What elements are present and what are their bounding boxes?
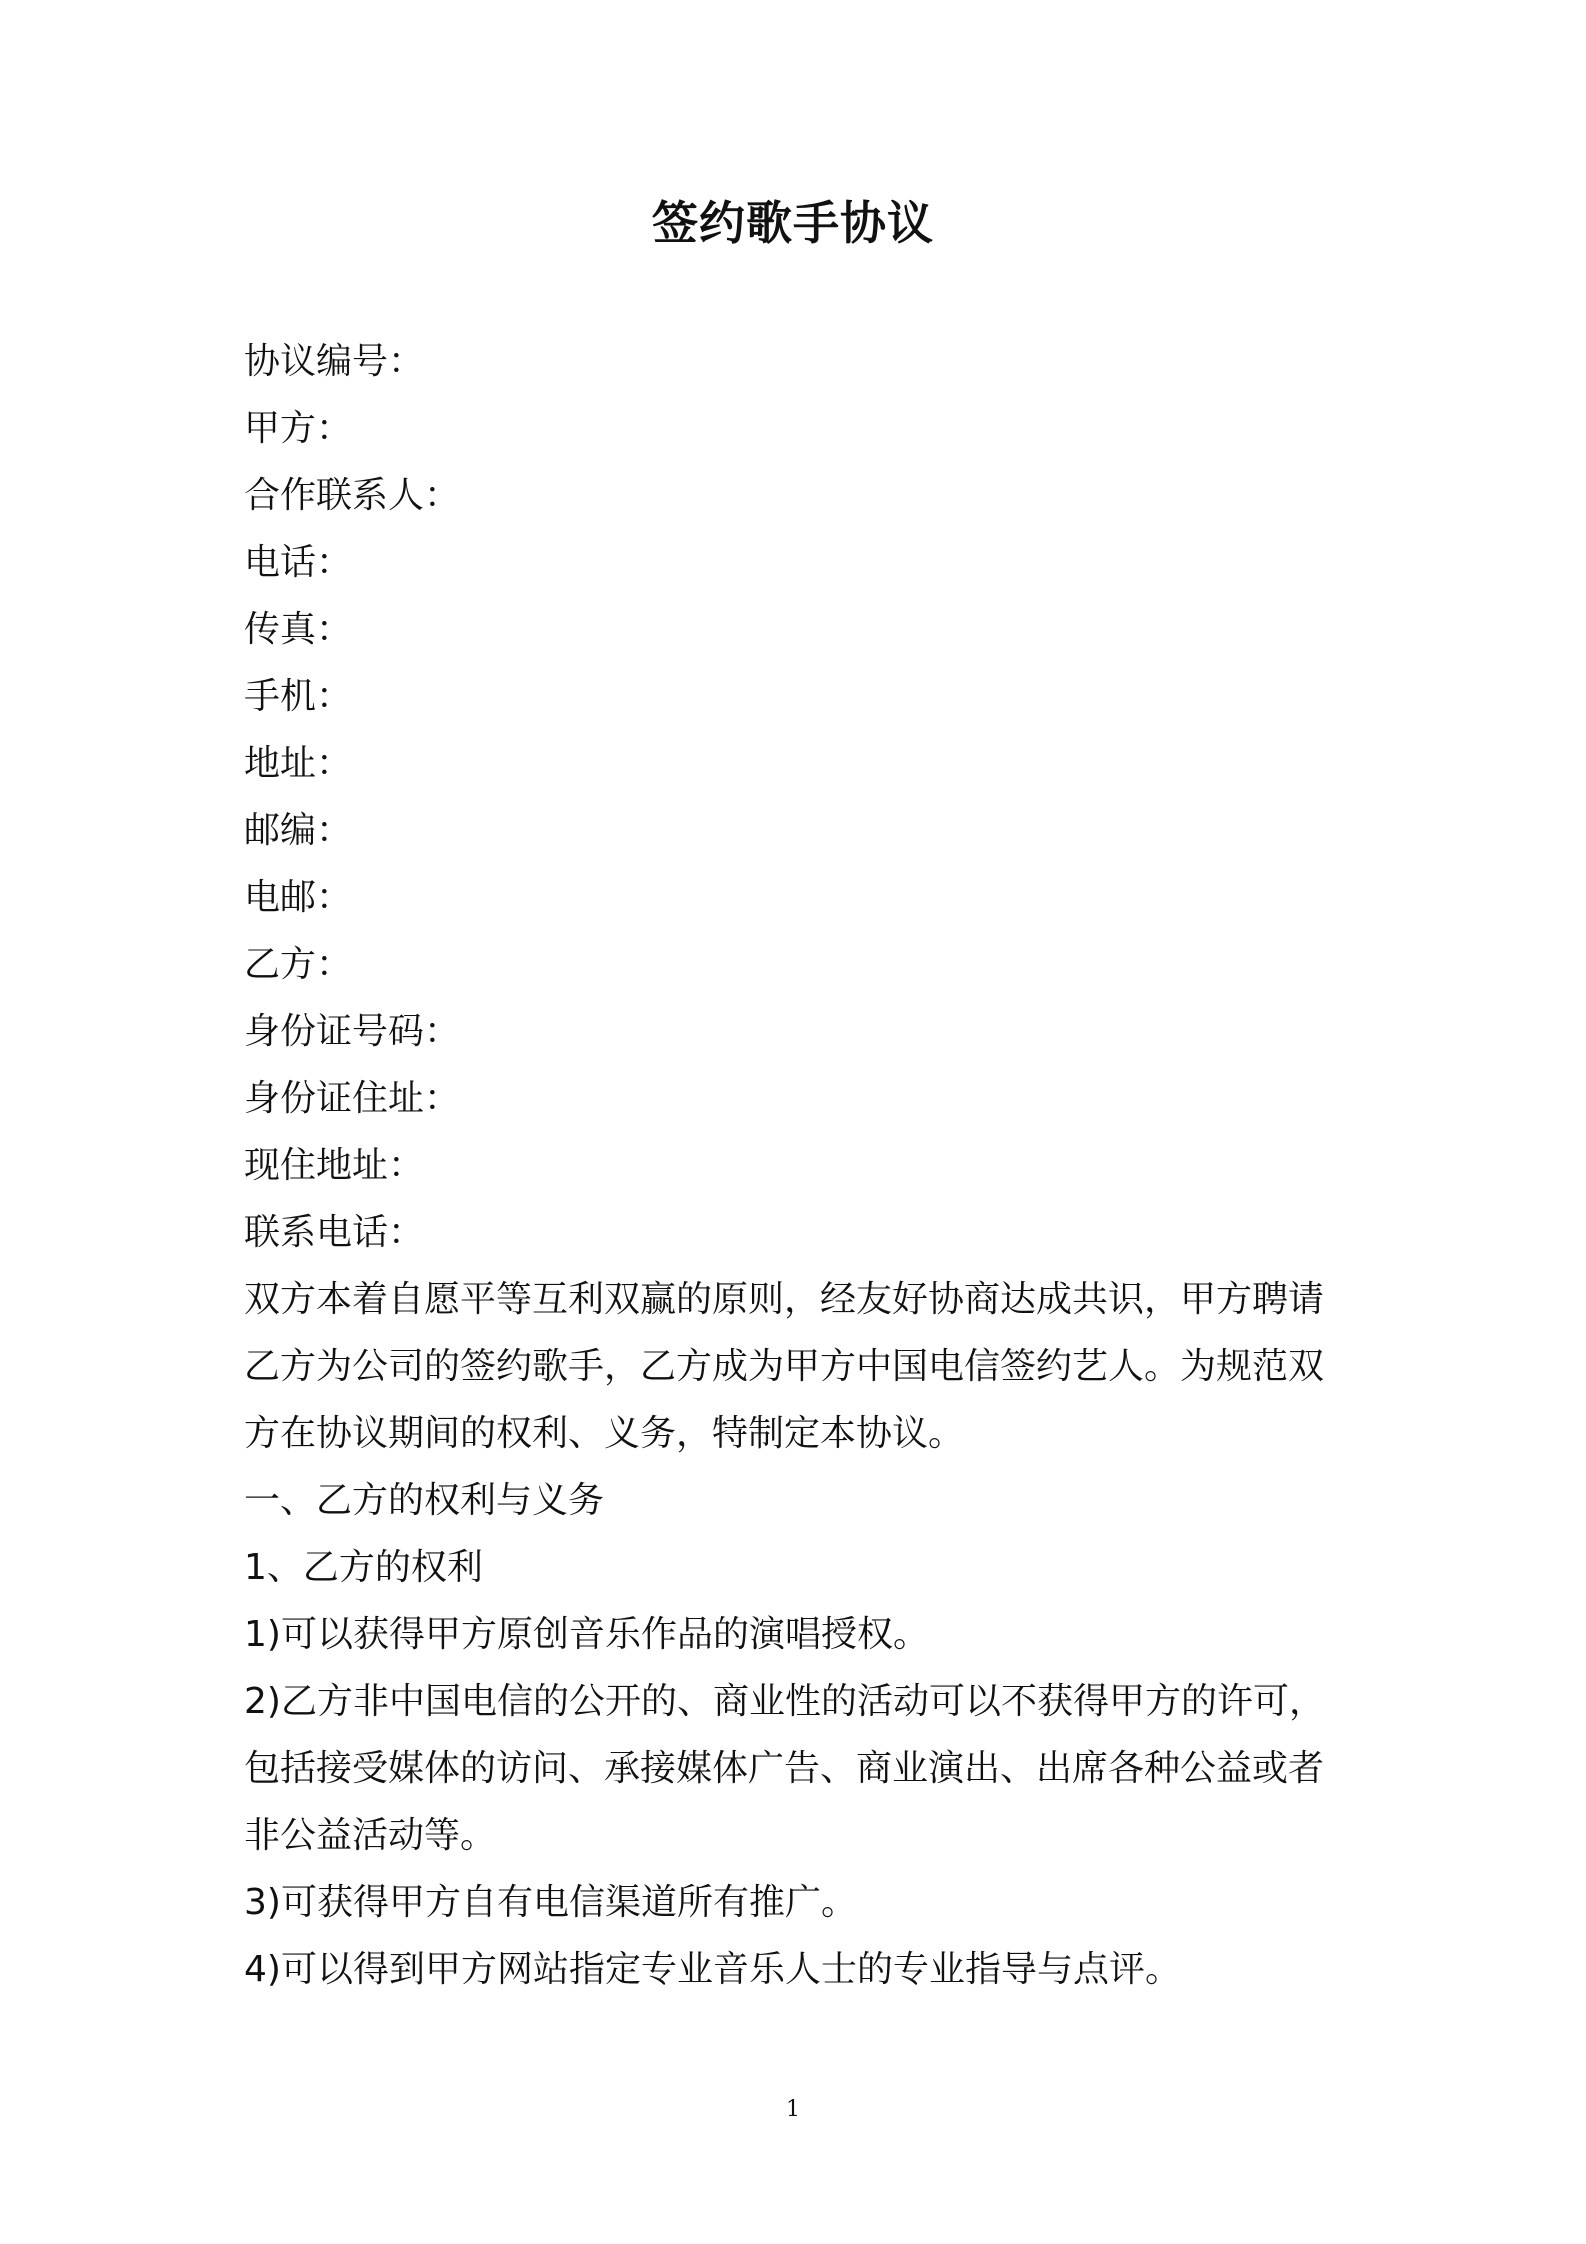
field-fax: 传真： [244,609,353,650]
page-number: 1 [786,2097,800,2122]
field-party-a: 甲方： [244,408,353,449]
list-item-1: 1)可以获得甲方原创音乐作品的演唱授权。 [244,1614,929,1655]
list-item-2-line: 非公益活动等。 [244,1815,497,1856]
list-item-3: 3)可获得甲方自有电信渠道所有推广。 [244,1882,857,1923]
section-heading: 一、乙方的权利与义务 [244,1480,605,1521]
field-postcode: 邮编： [244,810,353,851]
intro-paragraph-line: 双方本着自愿平等互利双赢的原则，经友好协商达成共识，甲方聘请 [244,1279,1325,1320]
subsection-heading: 1、乙方的权利 [244,1547,483,1588]
document-title: 签约歌手协议 [652,196,934,250]
intro-paragraph-line: 乙方为公司的签约歌手，乙方成为甲方中国电信签约艺人。为规范双 [244,1346,1325,1387]
list-item-2-line: 2)乙方非中国电信的公开的、商业性的活动可以不获得甲方的许可， [244,1681,1325,1722]
list-item-2-line: 包括接受媒体的访问、承接媒体广告、商业演出、出席各种公益或者 [244,1748,1325,1789]
field-address: 地址： [244,743,353,784]
field-contact-person: 合作联系人： [244,475,461,516]
intro-paragraph-line: 方在协议期间的权利、义务，特制定本协议。 [244,1413,965,1454]
field-agreement-number: 协议编号： [244,341,425,382]
field-id-number: 身份证号码： [244,1011,461,1052]
list-item-4: 4)可以得到甲方网站指定专业音乐人士的专业指导与点评。 [244,1949,1181,1990]
field-current-address: 现住地址： [244,1145,425,1186]
field-party-b: 乙方： [244,944,353,985]
field-mobile: 手机： [244,676,353,717]
field-contact-phone: 联系电话： [244,1212,425,1253]
field-email: 电邮： [244,877,353,918]
field-id-address: 身份证住址： [244,1078,461,1119]
field-phone: 电话： [244,542,353,583]
document-body [244,328,1354,2003]
